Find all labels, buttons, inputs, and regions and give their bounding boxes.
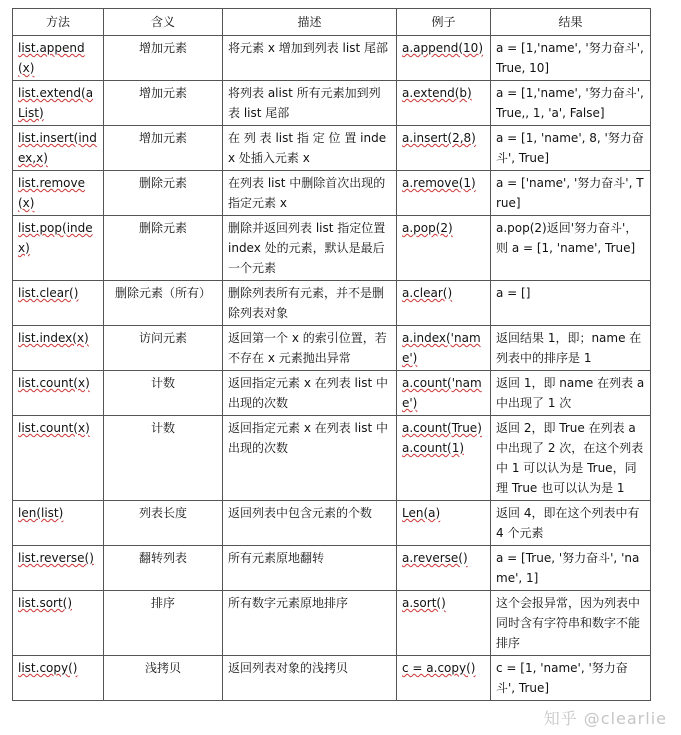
description-cell-text: 返回第一个 x 的索引位置，若不存在 x 元素抛出异常 (228, 331, 387, 365)
method-cell (13, 281, 104, 326)
example-text: a.index('name') (402, 331, 481, 365)
method-cell (13, 371, 104, 416)
method-cell (13, 126, 104, 171)
result-cell (491, 501, 651, 546)
meaning-cell-text: 列表长度 (138, 506, 187, 520)
result-cell (491, 656, 651, 701)
example-text: a.append(10) (402, 41, 483, 55)
header-example: 例子 (397, 9, 491, 36)
description-cell-text: 删除并返回列表 list 指定位置 index 处的元素，默认是最后一个元素 (228, 221, 386, 275)
description-cell-text: 所有数字元素原地排序 (228, 596, 349, 610)
method-cell-text: list.reverse() (18, 551, 94, 565)
method-cell (13, 591, 104, 656)
meaning-cell (104, 36, 223, 81)
table-row (13, 216, 651, 281)
example-cell (397, 36, 491, 81)
method-cell (13, 216, 104, 281)
header-description: 描述 (223, 9, 397, 36)
method-cell-text: list.sort() (18, 596, 73, 610)
result-cell-text: a = [] (496, 286, 531, 300)
example-cell (397, 656, 491, 701)
meaning-cell-text: 计数 (150, 421, 175, 435)
meaning-cell-text: 删除元素 (138, 176, 187, 190)
example-text: a.count(1) (402, 441, 465, 455)
description-cell (223, 591, 397, 656)
method-cell (13, 81, 104, 126)
result-cell (491, 126, 651, 171)
table-row (13, 171, 651, 216)
result-cell-text: a = ['name', '努力奋斗', True] (496, 176, 644, 210)
result-cell-text: 返回 1，即 name 在列表 a 中出现了 1 次 (496, 376, 645, 410)
description-cell (223, 281, 397, 326)
method-cell-text: list.copy() (18, 661, 78, 675)
method-cell-text: list.count(x) (18, 421, 90, 435)
method-cell (13, 501, 104, 546)
example-text: a.sort() (402, 596, 446, 610)
meaning-cell-text: 翻转列表 (138, 551, 187, 565)
result-cell (491, 371, 651, 416)
meaning-cell (104, 501, 223, 546)
meaning-cell (104, 371, 223, 416)
method-cell (13, 36, 104, 81)
description-cell (223, 36, 397, 81)
meaning-cell-text: 计数 (150, 376, 175, 390)
example-text: a.count('name') (402, 376, 482, 410)
table-row (13, 656, 651, 701)
description-cell-text: 返回列表对象的浅拷贝 (228, 661, 349, 675)
example-text: a.remove(1) (402, 176, 476, 190)
description-cell (223, 326, 397, 371)
table-row (13, 126, 651, 171)
result-cell (491, 281, 651, 326)
description-cell (223, 171, 397, 216)
description-cell-text: 在列表 list 中删除首次出现的指定元素 x (228, 176, 386, 210)
method-cell-text: len(list) (18, 506, 64, 520)
result-cell (491, 36, 651, 81)
description-cell (223, 216, 397, 281)
method-cell (13, 656, 104, 701)
description-cell-text: 所有元素原地翻转 (228, 551, 325, 565)
description-cell-text: 返回指定元素 x 在列表 list 中出现的次数 (228, 376, 388, 410)
example-text: c = a.copy() (402, 661, 476, 675)
result-cell (491, 171, 651, 216)
description-cell-text: 删除列表所有元素，并不是删除列表对象 (228, 286, 385, 320)
example-cell (397, 371, 491, 416)
description-cell-text: 将列表 alist 所有元素加到列表 list 尾部 (228, 86, 381, 120)
result-cell-text: 这个会报异常，因为列表中同时含有字符串和数字不能排序 (496, 596, 641, 650)
meaning-cell-text: 增加元素 (138, 41, 187, 55)
result-cell-text: a.pop(2)返回'努力奋斗'，则 a = [1, 'name', True] (496, 221, 638, 255)
description-cell (223, 416, 397, 501)
example-text: a.reverse() (402, 551, 468, 565)
example-text: a.clear() (402, 286, 453, 300)
description-cell (223, 371, 397, 416)
table-row (13, 501, 651, 546)
example-cell (397, 326, 491, 371)
table-row (13, 81, 651, 126)
table-row (13, 371, 651, 416)
example-cell (397, 171, 491, 216)
result-cell-text: a = [1,'name', '努力奋斗', True, 10] (496, 41, 644, 75)
method-cell (13, 326, 104, 371)
meaning-cell (104, 171, 223, 216)
example-cell (397, 591, 491, 656)
description-cell-text: 返回列表中包含元素的个数 (228, 506, 373, 520)
result-cell-text: a = [1,'name', '努力奋斗', True,, 1, 'a', False] (496, 86, 644, 120)
result-cell (491, 216, 651, 281)
description-cell-text: 返回指定元素 x 在列表 list 中出现的次数 (228, 421, 388, 455)
method-cell (13, 416, 104, 501)
example-text: a.count(True) (402, 421, 482, 435)
description-cell (223, 656, 397, 701)
result-cell (491, 416, 651, 501)
header-meaning: 含义 (104, 9, 223, 36)
meaning-cell (104, 326, 223, 371)
table-row (13, 36, 651, 81)
method-cell (13, 546, 104, 591)
example-cell (397, 126, 491, 171)
header-result: 结果 (491, 9, 651, 36)
description-cell-text: 在 列 表 list 指 定 位 置 index 处插入元素 x (228, 131, 387, 165)
result-cell-text: a = [1, 'name', 8, '努力奋斗', True] (496, 131, 644, 165)
meaning-cell (104, 416, 223, 501)
result-cell-text: c = [1, 'name', '努力奋斗', True] (496, 661, 628, 695)
description-cell-text: 将元素 x 增加到列表 list 尾部 (228, 41, 388, 55)
example-cell (397, 546, 491, 591)
meaning-cell-text: 访问元素 (138, 331, 187, 345)
description-cell (223, 546, 397, 591)
method-cell-text: list.index(x) (18, 331, 89, 345)
meaning-cell (104, 546, 223, 591)
result-cell (491, 326, 651, 371)
table-row (13, 591, 651, 656)
example-text: a.insert(2,8) (402, 131, 476, 145)
table-row (13, 416, 651, 501)
header-row (13, 9, 651, 36)
watermark: 知乎 @clearlie (543, 709, 667, 728)
example-cell (397, 81, 491, 126)
meaning-cell (104, 281, 223, 326)
meaning-cell (104, 656, 223, 701)
meaning-cell-text: 排序 (150, 596, 175, 610)
method-cell-text: list.count(x) (18, 376, 90, 390)
result-cell-text: 返回结果 1，即；name 在列表中的排序是 1 (496, 331, 642, 365)
result-cell-text: 返回 2，即 True 在列表 a 中出现了 2 次，在这个列表中 1 可以认为是 True，同理 True 也可以认为是 1 (496, 421, 644, 495)
method-cell-text: list.append(x) (18, 41, 85, 75)
method-cell-text: list.insert(index,x) (18, 131, 97, 165)
result-cell-text: a = [True, '努力奋斗', 'name', 1] (496, 551, 640, 585)
table-row (13, 326, 651, 371)
example-text: Len(a) (402, 506, 441, 520)
table-row (13, 281, 651, 326)
description-cell (223, 81, 397, 126)
table-row (13, 546, 651, 591)
method-cell (13, 171, 104, 216)
method-cell-text: list.pop(index) (18, 221, 93, 255)
result-cell (491, 546, 651, 591)
description-cell (223, 126, 397, 171)
example-cell (397, 501, 491, 546)
example-cell (397, 216, 491, 281)
meaning-cell-text: 删除元素（所有） (114, 286, 211, 300)
meaning-cell (104, 126, 223, 171)
method-cell-text: list.extend(aList) (18, 86, 94, 120)
meaning-cell-text: 删除元素 (138, 221, 187, 235)
list-methods-table (12, 8, 651, 701)
example-text: a.pop(2) (402, 221, 453, 235)
meaning-cell-text: 浅拷贝 (144, 661, 181, 675)
meaning-cell (104, 216, 223, 281)
meaning-cell-text: 增加元素 (138, 86, 187, 100)
result-cell (491, 591, 651, 656)
method-cell-text: list.remove(x) (18, 176, 86, 210)
method-cell-text: list.clear() (18, 286, 79, 300)
example-text: a.extend(b) (402, 86, 472, 100)
result-cell-text: 返回 4，即在这个列表中有 4 个元素 (496, 506, 640, 540)
example-cell (397, 416, 491, 501)
description-cell (223, 501, 397, 546)
meaning-cell (104, 591, 223, 656)
example-cell (397, 281, 491, 326)
meaning-cell (104, 81, 223, 126)
meaning-cell-text: 增加元素 (138, 131, 187, 145)
result-cell (491, 81, 651, 126)
header-method: 方法 (13, 9, 104, 36)
